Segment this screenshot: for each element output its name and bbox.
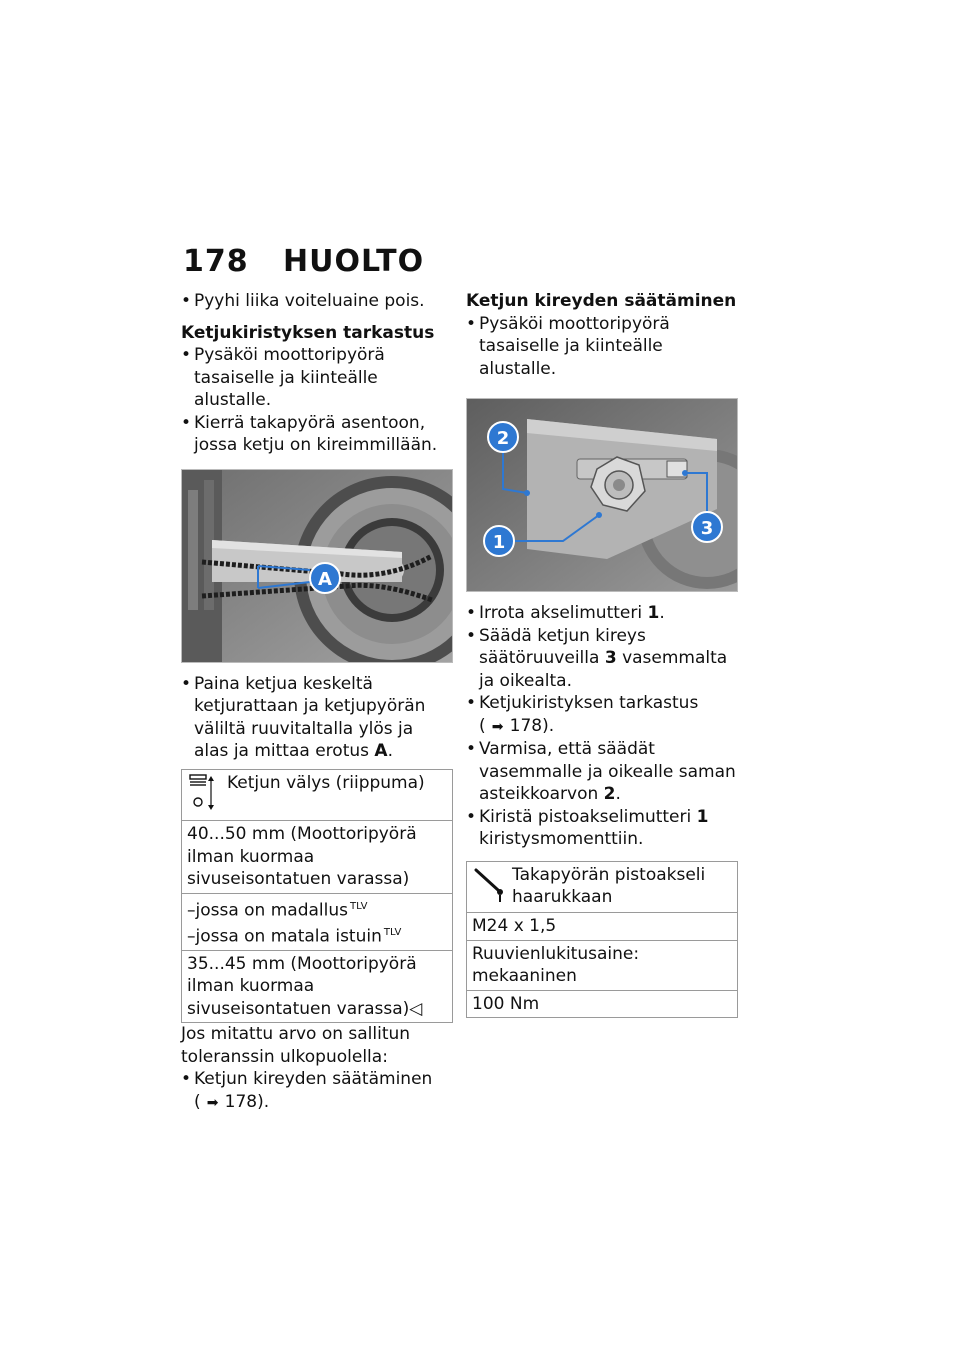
tolerance-note: Jos mitattu arvo on sallitun toleranssin ulkopuolella: xyxy=(181,1024,411,1067)
step-wipe-lubricant: • Pyyhi liika voiteluaine pois. xyxy=(181,290,453,313)
axle-adjuster-illustration xyxy=(467,399,737,591)
ref-a: A xyxy=(374,741,388,761)
spec-row-variants: –jossa on madallus $^{TLV}$ –jossa on matala istuin $^{TLV}$ xyxy=(182,893,453,950)
step-park-motorcycle-right: • Pysäköi moottoripyörä tasaiselle ja kiinteälle alustalle. xyxy=(466,313,738,381)
page-reference-arrow-icon: ➡ xyxy=(491,718,504,735)
step-rotate-wheel: • Kierrä takapyörä asentoon, jossa ketju on kireimmillään. xyxy=(181,412,453,457)
page-reference: 178). xyxy=(509,715,555,736)
section-title: HUOLTO xyxy=(283,244,425,279)
callout-1-label: 1 xyxy=(492,532,506,553)
step-tighten-axle-nut: • Kiristä pistoakselimutteri 1 kiristysmomenttiin. xyxy=(466,806,738,851)
chain-slack-gauge-icon xyxy=(187,772,227,819)
spec-table-chain-slack xyxy=(181,769,453,1024)
step-park-motorcycle: • Pysäköi moottoripyörä tasaiselle ja kiinteälle alustalle. xyxy=(181,344,453,412)
page-header xyxy=(183,244,424,279)
chain-swingarm-illustration xyxy=(182,470,452,662)
spec-row-torque: 100 Nm xyxy=(467,990,738,1018)
spec-header xyxy=(182,769,453,821)
left-column xyxy=(181,290,453,1114)
figure-chain-measurement xyxy=(181,469,453,663)
spec-row-lowered: 35...45 mm (Moottoripyörä ilman kuormaa sivuseisontatuen varassa)◁ xyxy=(182,950,453,1023)
right-column xyxy=(466,290,738,1018)
spec-title: Ketjun välys (riippuma) xyxy=(227,772,425,793)
spec-table-axle-torque xyxy=(466,861,738,1019)
step-adjust-screws: • Säädä ketjun kireys säätöruuveilla 3 vasemmalta ja oikealta. xyxy=(466,625,738,693)
step-adjust-tension: • Ketjun kireyden säätäminen ( ➡ 178). xyxy=(181,1068,453,1114)
torque-wrench-icon xyxy=(472,864,512,911)
spec-header xyxy=(467,861,738,913)
step-verify-scale: • Varmisa, että säädät vasemmalle ja oikealle saman asteikkoarvon 2. xyxy=(466,738,738,806)
spec-row-threadlocker: Ruuvienlukitusaine: mekaaninen xyxy=(467,940,738,990)
step-check-tension: • Ketjukiristyksen tarkastus ( ➡ 178). xyxy=(466,692,738,738)
end-mark: ◁ xyxy=(409,998,423,1019)
heading-chain-tension-check: Ketjukiristyksen tarkastus xyxy=(181,322,435,343)
figure-axle-adjuster xyxy=(466,398,738,592)
spec-row-thread: M24 x 1,5 xyxy=(467,913,738,941)
callout-a-label: A xyxy=(318,568,332,590)
page-reference-arrow-icon: ➡ xyxy=(206,1094,219,1111)
callout-3-label: 3 xyxy=(700,518,714,539)
step-measure-slack: • Paina ketjua keskeltä ketjurattaan ja ketjupyörän väliltä ruuvitaltalla ylös ja alas ja mittaa erotus A. xyxy=(181,673,453,763)
spec-title: Takapyörän pistoakseli haarukkaan xyxy=(512,864,706,907)
step-loosen-axle-nut: • Irrota akselimutteri 1. xyxy=(466,602,738,625)
page-number: 178 xyxy=(183,244,249,279)
spec-row-standard: 40...50 mm (Moottoripyörä ilman kuormaa sivuseisontatuen varassa) xyxy=(182,821,453,894)
callout-2-label: 2 xyxy=(496,428,510,449)
heading-chain-adjustment: Ketjun kireyden säätäminen xyxy=(466,291,737,311)
page-reference: 178). xyxy=(224,1091,270,1112)
